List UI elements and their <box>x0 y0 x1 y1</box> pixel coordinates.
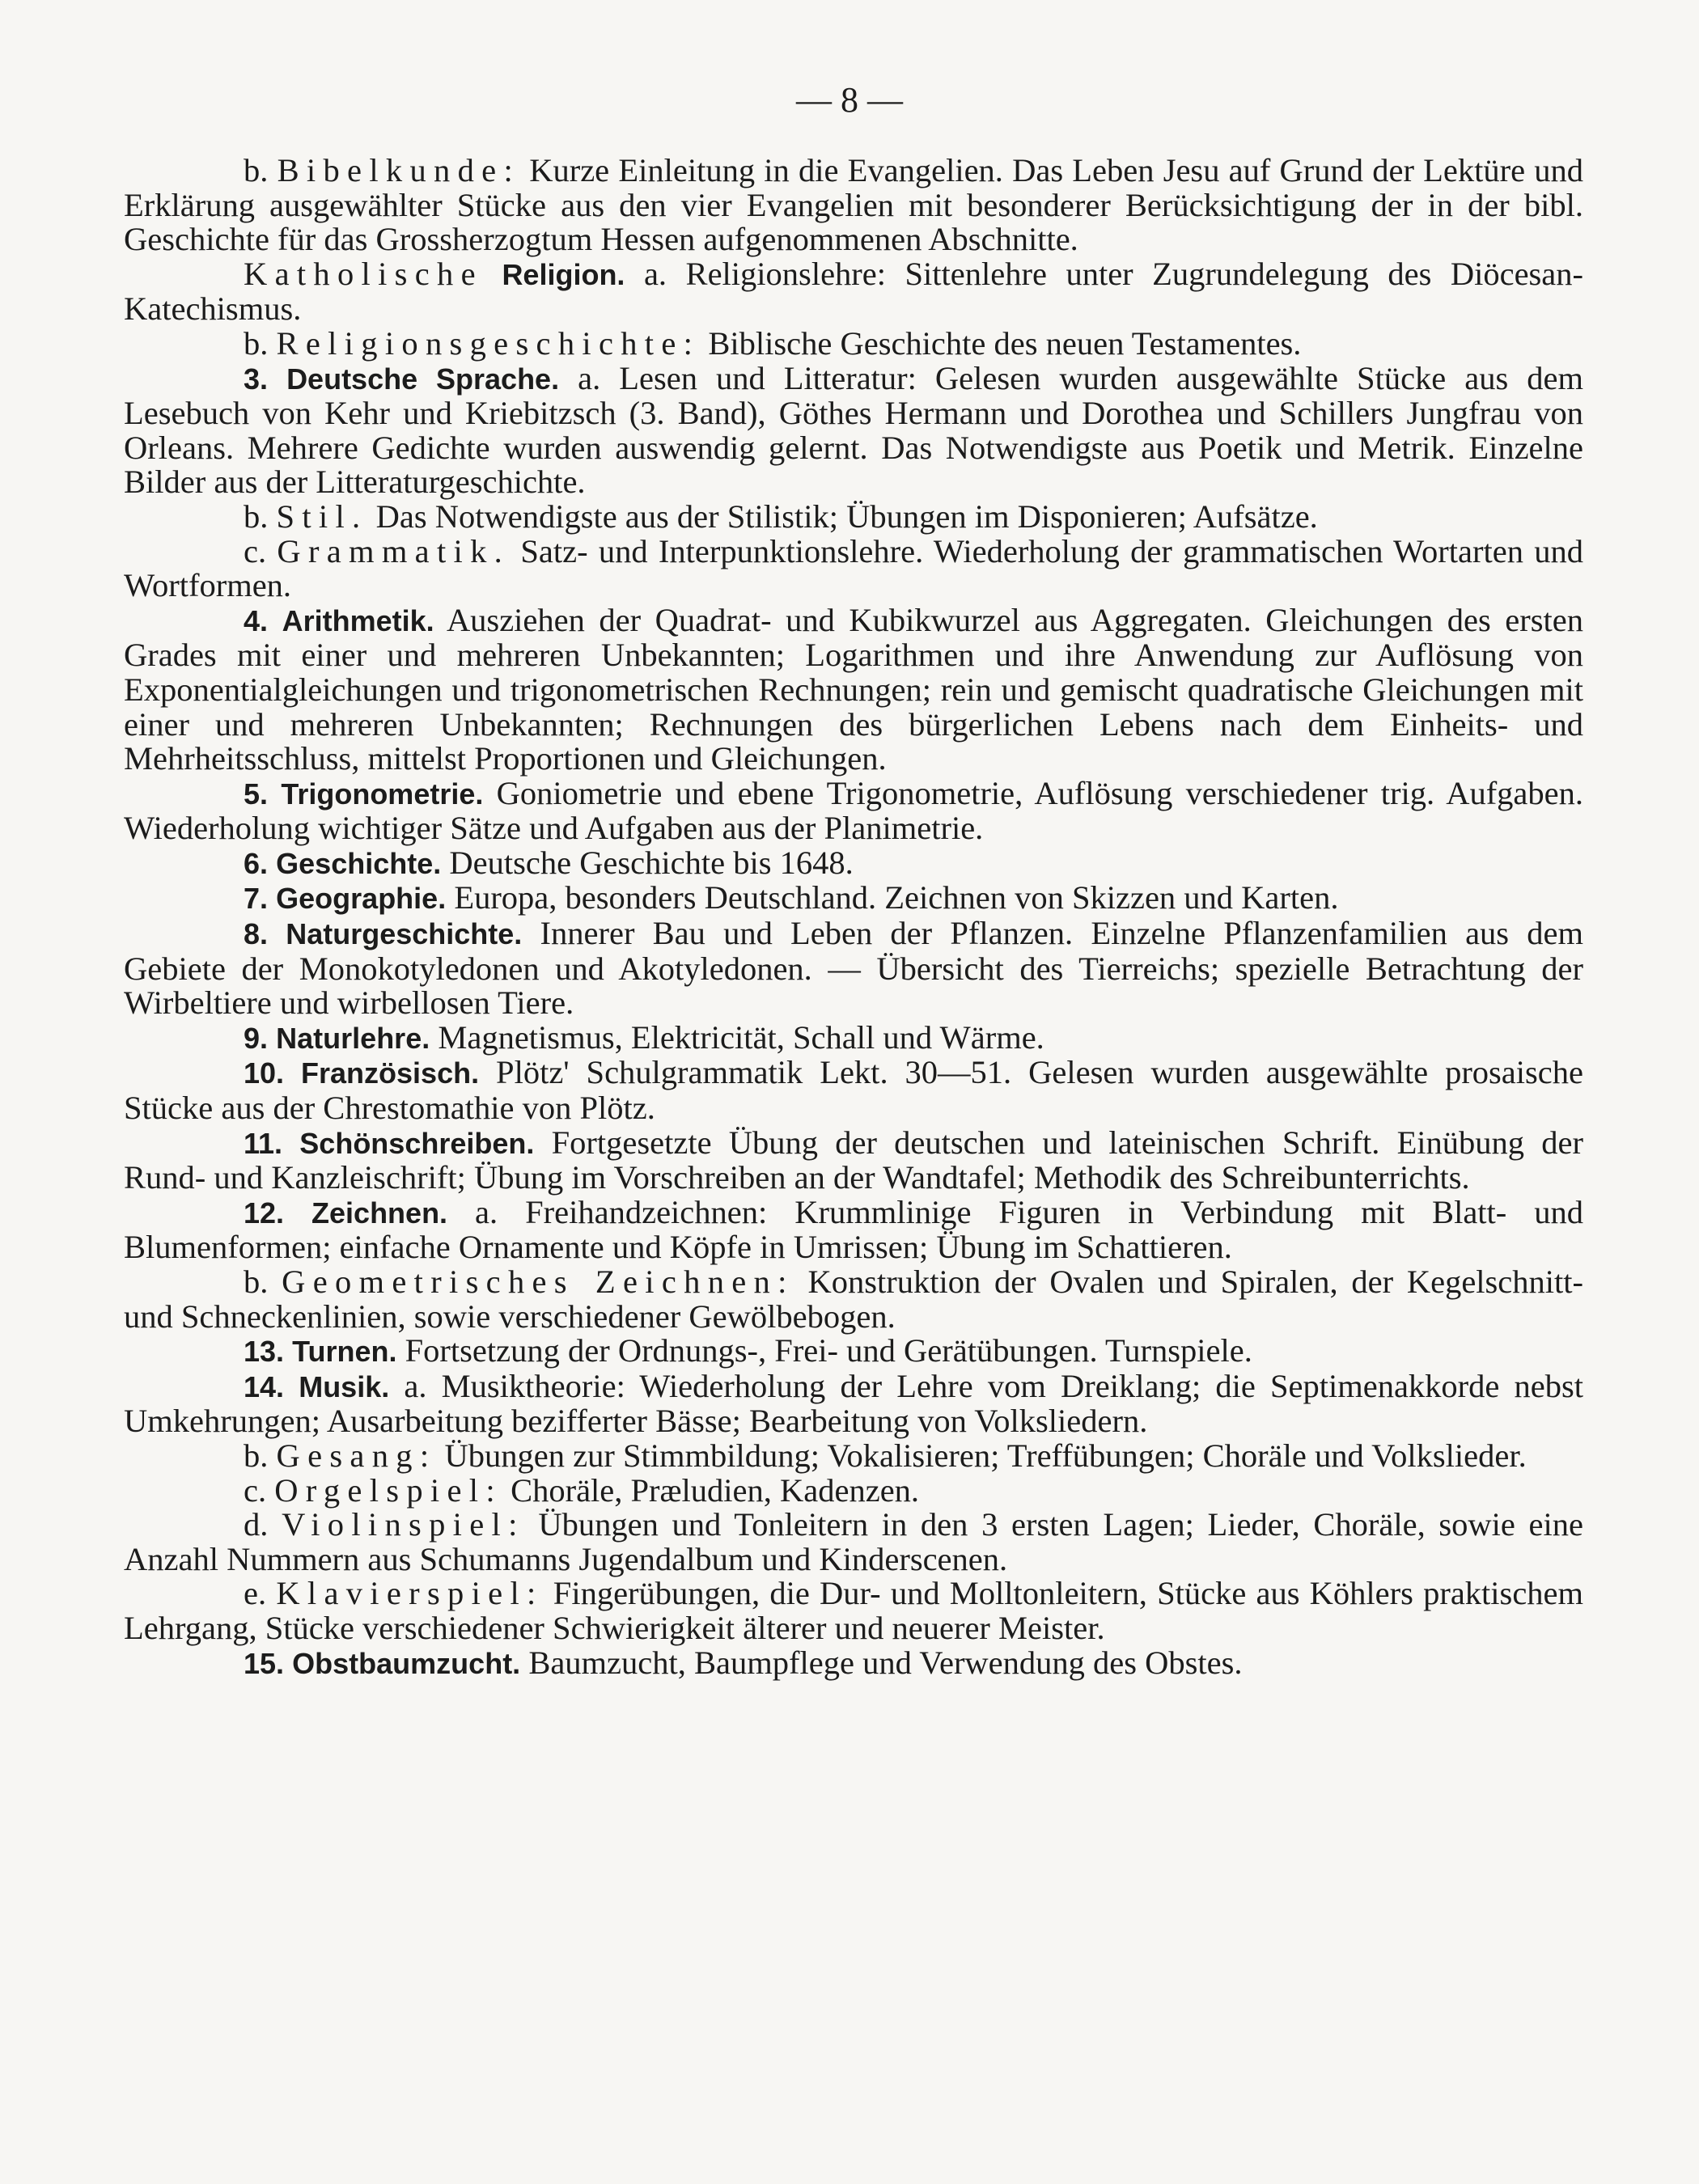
paragraph-geographie <box>124 881 1583 916</box>
paragraph-arithmetik <box>124 603 1583 777</box>
paragraph-text: Kurze Einleitung in die Evangelien. Das Leben Jesu auf Grund der Lektüre und Erklärung ausgewählter Stücke aus den vier Evangelien mit besonderer Berücksichtigung der in der bibl. Geschichte für das Grossherzogtum Hessen aufgenommenen Abschnitte. <box>124 152 1584 258</box>
section-number: 8. <box>244 917 269 951</box>
paragraph-text: Satz- und Interpunktionslehre. Wiederholung der grammatischen Wortarten und Wortformen. <box>124 532 1583 604</box>
item-letter: c. <box>244 532 267 569</box>
paragraph-text: Baumzucht, Baumpflege und Verwendung des Obstes. <box>528 1644 1243 1681</box>
paragraph-text: Fingerübungen, die Dur- und Molltonleitern, Stücke aus Köhlers praktischem Lehrgang, Stücke verschiedener Schwierigkeit älterer und neuerer Meister. <box>124 1575 1584 1646</box>
paragraph-klavierspiel <box>124 1577 1583 1645</box>
section-heading: Naturgeschichte. <box>286 917 523 951</box>
paragraph-deutsche-sprache <box>124 359 1584 501</box>
section-heading: Schönschreiben. <box>299 1126 535 1160</box>
paragraph-text: Ausziehen der Quadrat- und Kubikwurzel aus Aggregaten. Gleichungen des ersten Grades mit einer und mehreren Unbekannten; Logarithmen und ihre Anwendung zur Auflösung von Exponentialgleichungen und trigonometrischen Rechnungen; rein und gemischt quadratische Gleichungen mit einer und mehreren Unbekannten; Rechnungen des bürgerlichen Lebens nach dem Einheits- und Mehrheitsschluss, mittelst Proportionen und Gleichungen. <box>124 601 1583 777</box>
paragraph-text: Europa, besonders Deutschland. Zeichnen von Skizzen und Karten. <box>454 879 1339 916</box>
section-heading: Turnen. <box>292 1335 397 1369</box>
paragraph-text: Goniometrie und ebene Trigonometrie, Auflösung verschiedener trig. Aufgaben. Wiederholung wichtiger Sätze und Aufgaben aus der Planimetrie. <box>124 774 1584 847</box>
paragraph-trigonometrie <box>124 774 1584 847</box>
paragraph-turnen <box>124 1334 1583 1369</box>
section-heading: Religion. <box>502 257 625 291</box>
section-number: 7. <box>244 882 269 916</box>
item-letter: c. <box>244 1471 267 1509</box>
subheading-spaced: Klavierspiel: <box>276 1575 544 1612</box>
section-heading: Zeichnen. <box>311 1196 448 1230</box>
paragraph-obstbaumzucht <box>124 1646 1583 1682</box>
section-number: 14. <box>244 1369 285 1403</box>
paragraph-text: a. Religionslehre: Sittenlehre unter Zugrundelegung des Diöcesan-Katechismus. <box>124 255 1584 328</box>
item-letter: d. <box>244 1506 269 1543</box>
section-number: 13. <box>244 1335 285 1369</box>
section-heading: Französisch. <box>301 1056 480 1090</box>
paragraph-religionsgeschichte <box>124 324 1583 362</box>
paragraph-stil <box>124 497 1583 535</box>
paragraph-franzoesisch <box>124 1056 1583 1125</box>
paragraph-zeichnen <box>124 1193 1584 1266</box>
paragraph-text: Fortsetzung der Ordnungs-, Frei- und Gerätübungen. Turnspiele. <box>405 1332 1252 1369</box>
item-letter: b. <box>244 1263 269 1300</box>
subheading-spaced: Gesang: <box>276 1437 437 1474</box>
paragraph-text: Deutsche Geschichte bis 1648. <box>449 844 854 881</box>
section-number: 5. <box>244 777 269 811</box>
paragraph-text: Fortgesetzte Übung der deutschen und lateinischen Schrift. Einübung der Rund- und Kanzleischrift; Übung im Vorschreiben an der Wandtafel; Methodik des Schreibunterrichts. <box>124 1124 1583 1196</box>
subheading-spaced: Geometrisches Zeichnen: <box>282 1263 794 1300</box>
section-heading: Trigonometrie. <box>281 777 484 811</box>
subheading-spaced: Katholische <box>244 255 483 292</box>
paragraph-orgelspiel <box>124 1471 1583 1509</box>
item-letter: b. <box>244 1437 269 1474</box>
section-heading: Musik. <box>299 1369 390 1403</box>
paragraph-gesang <box>124 1439 1583 1474</box>
section-number: 3. <box>244 362 269 396</box>
subheading-spaced: Stil. <box>276 497 368 535</box>
item-letter: b. <box>244 497 269 535</box>
paragraph-schoenschreiben <box>124 1126 1583 1196</box>
item-letter: b. <box>244 152 269 188</box>
paragraph-naturgeschichte <box>124 916 1583 1021</box>
section-heading: Geschichte. <box>276 846 442 880</box>
paragraph-text: Übungen zur Stimmbildung; Vokalisieren; Treffübungen; Choräle und Volkslieder. <box>444 1437 1527 1474</box>
paragraph-text: Übungen und Tonleitern in den 3 ersten Lagen; Lieder, Choräle, sowie eine Anzahl Nummern aus Schumanns Jugendalbum und Kinderscenen. <box>124 1506 1584 1577</box>
item-letter: e. <box>244 1575 267 1612</box>
paragraph-text: Das Notwendigste aus der Stilistik; Übungen im Disponieren; Aufsätze. <box>375 497 1318 535</box>
section-number: 4. <box>244 603 269 637</box>
paragraph-text: a. Freihandzeichnen: Krummlinige Figuren in Verbindung mit Blatt- und Blumenformen; einfache Ornamente und Köpfe in Umrissen; Übung im Schattieren. <box>124 1193 1584 1266</box>
subheading-spaced: Orgelspiel: <box>274 1471 502 1509</box>
section-number: 10. <box>244 1056 285 1090</box>
paragraph-grammatik <box>124 532 1583 604</box>
paragraph-musik <box>124 1369 1583 1439</box>
document-body <box>124 154 1583 1681</box>
section-number: 15. <box>244 1646 285 1680</box>
paragraph-text: a. Musiktheorie: Wiederholung der Lehre vom Dreiklang; die Septimenakkorde nebst Umkehrungen; Ausarbeitung bezifferter Bässe; Bearbeitung von Volksliedern. <box>124 1367 1584 1440</box>
section-heading: Deutsche Sprache. <box>286 362 560 396</box>
paragraph-text: Konstruktion der Ovalen und Spiralen, der Kegelschnitt- und Schneckenlinien, sowie verschiedener Gewölbebogen. <box>124 1263 1584 1335</box>
section-heading: Naturlehre. <box>276 1021 430 1055</box>
section-heading: Geographie. <box>276 882 447 916</box>
paragraph-text: Innerer Bau und Leben der Pflanzen. Einzelne Pflanzenfamilien aus dem Gebiete der Monokotyledonen und Akotyledonen. — Übersicht des Tierreichs; spezielle Betrachtung der Wirbeltiere und wirbellosen Tiere. <box>124 915 1583 1022</box>
paragraph-violinspiel <box>124 1508 1583 1577</box>
subheading-spaced: Violinspiel: <box>282 1506 525 1543</box>
section-number: 6. <box>244 846 269 880</box>
page-number: — 8 — <box>796 80 903 120</box>
paragraph-geschichte <box>124 846 1583 882</box>
paragraph-text: Biblische Geschichte des neuen Testamentes. <box>708 324 1302 362</box>
paragraph-naturlehre <box>124 1018 1583 1056</box>
paragraph-kath-religion <box>124 257 1583 327</box>
section-heading: Obstbaumzucht. <box>292 1646 521 1680</box>
subheading-spaced: Religionsgeschichte: <box>276 324 701 362</box>
paragraph-text: Magnetismus, Elektricität, Schall und Wärme. <box>438 1018 1044 1056</box>
section-number: 12. <box>244 1196 285 1230</box>
subheading-spaced: Bibelkunde: <box>277 152 521 188</box>
item-letter: b. <box>244 324 269 362</box>
paragraph-geom-zeichnen <box>124 1265 1583 1334</box>
section-heading: Arithmetik. <box>282 603 434 637</box>
paragraph-text: Plötz' Schulgrammatik Lekt. 30—51. Gelesen wurden ausgewählte prosaische Stücke aus der Chrestomathie von Plötz. <box>124 1054 1584 1127</box>
paragraph-text: a. Lesen und Litteratur: Gelesen wurden ausgewählte Stücke aus dem Lesebuch von Kehr und Kriebitzsch (3. Band), Göthes Hermann und Dorothea und Schillers Jungfrau von Orleans. Mehrere Gedichte wurden auswendig gelernt. Das Notwendigste aus Poetik und Metrik. Einzelne Bilder aus der Litteraturgeschichte. <box>124 359 1584 501</box>
section-number: 9. <box>244 1021 269 1055</box>
section-number: 11. <box>244 1126 283 1160</box>
paragraph-bibelkunde <box>124 154 1583 257</box>
paragraph-text: Choräle, Præludien, Kadenzen. <box>511 1471 920 1509</box>
subheading-spaced: Grammatik. <box>277 532 511 569</box>
